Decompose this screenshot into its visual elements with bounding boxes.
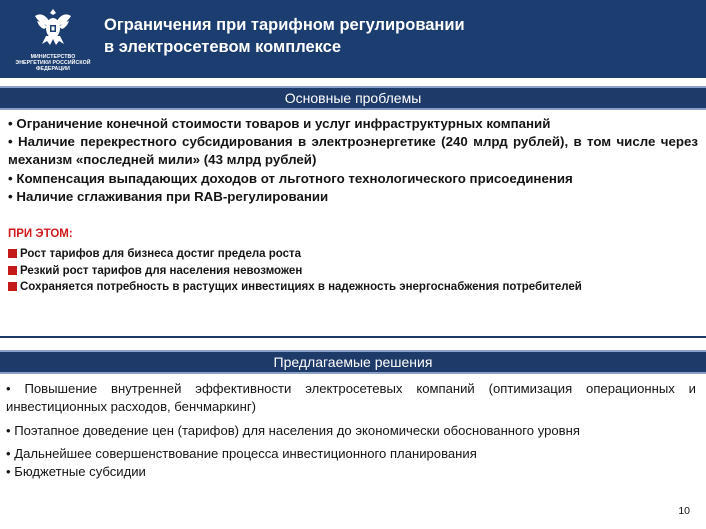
red-square-bullet-icon — [8, 249, 17, 258]
solutions-heading-bar: Предлагаемые решения — [0, 350, 706, 374]
problems-heading-bar: Основные проблемы — [0, 86, 706, 110]
problem-item: • Ограничение конечной стоимости товаров и услуг инфраструктурных компаний — [8, 116, 551, 131]
consequence-text: Сохраняется потребность в растущих инвестициях в надежность энергоснабжения потребителей — [20, 281, 582, 293]
red-square-bullet-icon — [8, 282, 17, 291]
double-headed-eagle-icon — [31, 6, 75, 48]
page-number: 10 — [678, 505, 690, 517]
warning-label: ПРИ ЭТОМ: — [8, 228, 73, 240]
solutions-list — [6, 380, 696, 481]
solution-item: • Дальнейшее совершенствование процесса инвестиционного планирования — [6, 446, 477, 462]
title-line-1: Ограничения при тарифном регулировании — [104, 16, 465, 34]
problem-item: • Наличие сглаживания при RAB-регулировании — [8, 188, 329, 204]
page-title — [104, 14, 684, 58]
section-divider — [0, 336, 706, 338]
header-banner — [0, 0, 706, 78]
solution-item: • Повышение внутренней эффективности электросетевых компаний (оптимизация операционных и инвестиционных расходов, бенчмаркинг) — [6, 381, 696, 414]
consequence-text: Резкий рост тарифов для населения невозможен — [20, 264, 303, 277]
ministry-name: МИНИСТЕРСТВО ЭНЕРГЕТИКИ РОССИЙСКОЙ ФЕДЕРАЦИИ — [15, 54, 91, 72]
consequences-list — [8, 246, 698, 296]
consequence-item — [8, 246, 698, 263]
problems-list — [8, 115, 698, 206]
problem-item: • Компенсация выпадающих доходов от льготного технологического присоединения — [8, 170, 573, 186]
consequence-item — [8, 263, 698, 280]
ministry-emblem — [14, 6, 92, 72]
problem-item: • Наличие перекрестного субсидирования в электроэнергетике (240 млрд рублей), в том числе через механизм «последней мили» (43 млрд рублей) — [8, 134, 698, 168]
solution-item: • Поэтапное доведение цен (тарифов) для населения до экономически обоснованного уровня — [6, 422, 580, 438]
consequence-item — [8, 279, 698, 296]
consequence-text: Рост тарифов для бизнеса достиг предела роста — [20, 248, 302, 260]
solution-item: • Бюджетные субсидии — [6, 464, 146, 480]
title-line-2: в электросетевом комплексе — [104, 38, 342, 56]
red-square-bullet-icon — [8, 266, 17, 275]
